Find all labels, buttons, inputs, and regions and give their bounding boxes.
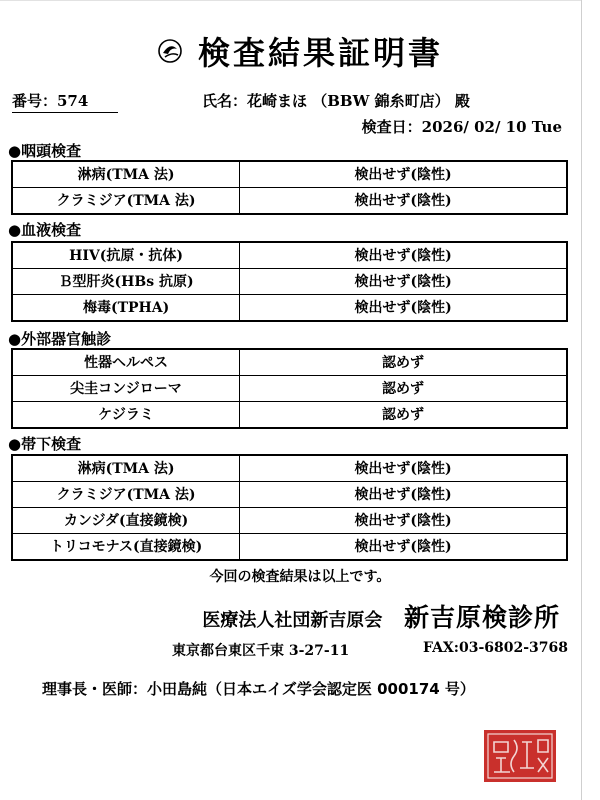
test-name: HIV(抗原・抗体) bbox=[12, 242, 240, 269]
page-right-edge bbox=[581, 0, 582, 800]
test-name: カンジダ(直接鏡検) bbox=[12, 508, 240, 534]
section-heading-external: ●外部器官触診 bbox=[8, 330, 112, 348]
clinic-fax: FAX:03-6802-3768 bbox=[422, 640, 568, 656]
section-heading-throat: ●咽頭検査 bbox=[8, 142, 82, 160]
title-block bbox=[0, 28, 600, 74]
test-name: クラミジア(TMA 法) bbox=[12, 482, 240, 508]
test-name: クラミジア(TMA 法) bbox=[12, 188, 240, 215]
organization-block bbox=[202, 598, 560, 634]
test-result: 認めず bbox=[239, 402, 567, 429]
clinic-name: 新吉原検診所 bbox=[403, 603, 560, 632]
test-result: 検出せず(陰性) bbox=[240, 161, 567, 188]
section-heading-blood: ●血液検査 bbox=[8, 221, 82, 239]
table-row bbox=[12, 349, 567, 376]
test-result: 検出せず(陰性) bbox=[240, 482, 567, 508]
section-heading-discharge: ●帯下検査 bbox=[8, 435, 82, 453]
table-row bbox=[12, 482, 567, 508]
document-title: 検査結果証明書 bbox=[198, 34, 444, 72]
table-row bbox=[12, 534, 567, 561]
results-table-blood bbox=[11, 241, 568, 322]
test-name: トリコモナス(直接鏡検) bbox=[12, 534, 240, 561]
page-top-edge bbox=[0, 0, 582, 1]
test-result: 検出せず(陰性) bbox=[240, 242, 567, 269]
results-table-throat bbox=[11, 160, 568, 215]
test-name: 性器ヘルペス bbox=[12, 349, 239, 376]
test-result: 検出せず(陰性) bbox=[240, 455, 567, 482]
test-result: 認めず bbox=[239, 376, 567, 402]
closing-statement: 今回の検査結果は以上です。 bbox=[209, 569, 391, 585]
results-table-external bbox=[11, 348, 568, 429]
test-name: Ｂ型肝炎(HBs 抗原) bbox=[12, 269, 240, 295]
table-row bbox=[12, 295, 567, 322]
official-seal-stamp bbox=[482, 728, 558, 784]
test-result: 検出せず(陰性) bbox=[240, 269, 567, 295]
test-name: 尖圭コンジローマ bbox=[12, 376, 239, 402]
clinic-logo-icon bbox=[157, 38, 183, 64]
table-row bbox=[12, 161, 567, 188]
test-name: 梅毒(TPHA) bbox=[12, 295, 240, 322]
results-table-discharge bbox=[11, 454, 568, 561]
test-result: 検出せず(陰性) bbox=[240, 508, 567, 534]
table-row bbox=[12, 269, 567, 295]
table-row bbox=[12, 188, 567, 215]
header-row bbox=[12, 90, 570, 112]
certificate-number: 番号：574 bbox=[12, 90, 118, 113]
table-row bbox=[12, 376, 567, 402]
test-result: 検出せず(陰性) bbox=[240, 188, 567, 215]
test-result: 検出せず(陰性) bbox=[240, 295, 567, 322]
table-row bbox=[12, 402, 567, 429]
test-name: 淋病(TMA 法) bbox=[12, 455, 240, 482]
director-line: 理事長・医師：小田島純（日本エイズ学会認定医 000174 号） bbox=[42, 680, 475, 698]
exam-date: 検査日：2026/ 02/ 10 Tue bbox=[361, 118, 562, 136]
patient-name: 氏名：花崎まほ （BBW 錦糸町店） 殿 bbox=[202, 92, 470, 110]
test-name: 淋病(TMA 法) bbox=[12, 161, 240, 188]
organization-name: 医療法人社団新吉原会 bbox=[202, 610, 383, 631]
table-row bbox=[12, 455, 567, 482]
test-result: 検出せず(陰性) bbox=[240, 534, 567, 561]
table-row bbox=[12, 242, 567, 269]
test-name: ケジラミ bbox=[12, 402, 239, 429]
table-row bbox=[12, 508, 567, 534]
test-result: 認めず bbox=[239, 349, 567, 376]
clinic-address: 東京都台東区千束 3-27-11 bbox=[172, 643, 350, 659]
